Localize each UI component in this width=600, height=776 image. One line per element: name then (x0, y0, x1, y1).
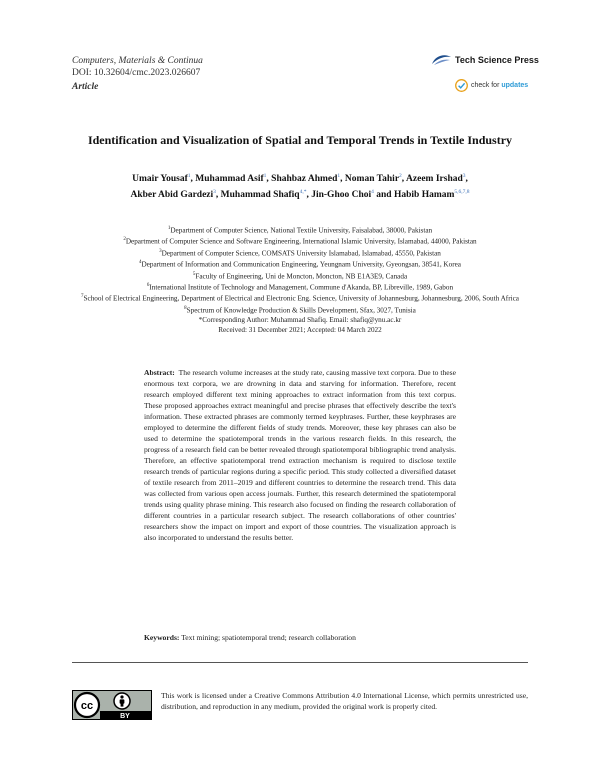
publisher-logo[interactable] (430, 53, 539, 67)
affiliation-line (72, 270, 528, 281)
author-name: Noman Tahir (344, 174, 400, 185)
author-separator: , (306, 190, 312, 201)
cc-by-badge[interactable] (72, 690, 152, 725)
doi[interactable]: DOI: 10.32604/cmc.2023.026607 (72, 68, 201, 78)
paper-title: Identification and Visualization of Spatial and Temporal Trends in Textile Industry (87, 133, 513, 147)
affiliation-mark: 6 (146, 282, 150, 288)
affiliation-line (72, 315, 528, 325)
author-affiliation-mark: 3 (462, 173, 466, 179)
cc-icon: cc (80, 700, 94, 712)
author-affiliation-mark: 3 (213, 189, 216, 196)
affiliation-text: Received: 31 December 2021; Accepted: 04 March 2022 (218, 326, 382, 335)
affiliation-line (72, 281, 528, 292)
abstract (144, 367, 456, 543)
author-affiliation-mark: 4,* (299, 189, 307, 196)
affiliation-mark: 5 (192, 271, 196, 277)
author-separator: and (373, 190, 394, 201)
author-affiliation-mark: 1 (263, 173, 267, 179)
author-list (90, 170, 510, 202)
author-separator: , (340, 174, 345, 185)
author-separator: , (190, 174, 196, 185)
abstract-label: Abstract: (144, 368, 175, 377)
check-updates-icon (455, 79, 468, 92)
abstract-text: The research volume increases at the study rate, causing massive text corpora. Due to these enormous text corpora, we are drowning in data and starving for information. Therefore, recent research employed different text mining approaches to extract information from this text corpus. These proposed approaches extract meaningful and precise phrases that effectively describe the text's information. These extracted phrases are commonly termed keyphrases. Further, these keyphrases are employed to determine the different fields of study trends. Moreover, these key phrases can also be used to determine the spatiotemporal trends in the various research fields. In this research, the progress of a research field can be better revealed through spatiotemporal bibliographic trend analysis. Therefore, an effective spatiotemporal trend extraction mechanism is required to disclose textile research trends of particular regions during a specific period. This study collected a diversified dataset of textile research from 2011–2019 and different countries to determine the research trend. This data was collected from various open access journals. Further, this research determined the spatiotemporal trends using quality phrase mining. This research also focused on finding the research collaboration of different countries in a particular research subject. The research collaborations of other countries' researchers show the impact on import and export of those countries. The visualization approach is also incorporated to understand the results better. (144, 368, 456, 542)
affiliation-line (72, 224, 528, 235)
affiliation-text: International Institute of Technology and Management, Commune d'Akanda, BP, Libreville, 1989, Gabon (149, 283, 454, 292)
keywords (144, 632, 456, 643)
publisher-swoosh-icon (430, 53, 452, 67)
author-affiliation-mark: 2 (399, 173, 402, 179)
affiliation-mark: 8 (184, 305, 187, 311)
check-for-updates[interactable] (455, 79, 528, 92)
affiliation-mark: 4 (138, 260, 142, 266)
affiliation-text: Department of Computer Science, National Textile University, Faisalabad, 38000, Pakistan (170, 226, 433, 235)
affiliation-mark: 1 (167, 226, 171, 231)
author-separator: , (266, 174, 272, 185)
license-text: This work is licensed under a Creative Commons Attribution 4.0 International License, which permits unrestricted use, distribution, and reproduction in any medium, provided the original work is properly cited. (161, 691, 528, 711)
check-prefix: check for (471, 82, 500, 89)
keywords-label: Keywords: (144, 633, 180, 642)
author-affiliation-mark: 1 (187, 173, 191, 179)
author-separator: , (465, 174, 468, 185)
affiliation-line (72, 325, 528, 335)
author-affiliation-mark: 4 (371, 189, 374, 196)
author-name: Azeem Irshad (406, 174, 463, 185)
affiliation-line (72, 258, 528, 269)
check-suffix: updates (501, 82, 529, 89)
affiliation-text: Department of Computer Science and Software Engineering, International Islamic University, Islamabad, 44000, Pakistan (125, 237, 477, 246)
author-separator: , (401, 174, 407, 185)
affiliation-line (72, 247, 528, 258)
author-name: Habib Hamam (393, 190, 455, 201)
affiliation-text: Faculty of Engineering, Uni de Moncton, Moncton, NB E1A3E9, Canada (195, 271, 408, 280)
author-name: Umair Yousaf (132, 174, 188, 185)
author-name: Shahbaz Ahmed (271, 174, 338, 185)
author-name: Muhammad Shafiq (220, 190, 300, 201)
affiliation-text: Department of Information and Communication Engineering, Yeungnam University, Gyeongsan, 38541, Korea (141, 260, 461, 269)
by-label: BY (120, 713, 130, 720)
divider (72, 662, 528, 663)
author-affiliation-mark: 1 (337, 173, 341, 179)
author-affiliation-mark: 5,6,7,8 (454, 189, 470, 196)
affiliation-text: Department of Computer Science, COMSATS University Islamabad, Islamabad, 45550, Pakistan (161, 249, 441, 258)
article-type: Article (72, 82, 99, 92)
author-name: Jin-Ghoo Choi (311, 190, 372, 201)
keywords-text: Text mining; spatiotemporal trend; research collaboration (181, 633, 356, 642)
author-name: Muhammad Asif (195, 174, 264, 185)
affiliation-text: Spectrum of Knowledge Production & Skills Development, Sfax, 3027, Tunisia (186, 306, 416, 315)
affiliation-line (72, 235, 528, 246)
journal-name: Computers, Materials & Continua (72, 56, 203, 66)
affiliation-mark: 3 (159, 248, 162, 254)
affiliation-line (72, 304, 528, 315)
affiliation-text: School of Electrical Engineering, Department of Electrical and Electronic Eng. Science, University of Johannesburg, Johannesburg, 2006, South Africa (83, 294, 519, 303)
affiliation-mark: 2 (123, 237, 126, 243)
affiliation-line (72, 292, 528, 303)
publisher-name: Tech Science Press (455, 55, 539, 65)
affiliation-mark: 7 (81, 294, 84, 300)
author-name: Akber Abid Gardezi (130, 190, 214, 201)
author-separator: , (215, 190, 221, 201)
affiliation-list (72, 224, 528, 335)
affiliation-text: *Corresponding Author: Muhammad Shafiq. Email: shafiq@ynu.ac.kr (198, 316, 402, 325)
